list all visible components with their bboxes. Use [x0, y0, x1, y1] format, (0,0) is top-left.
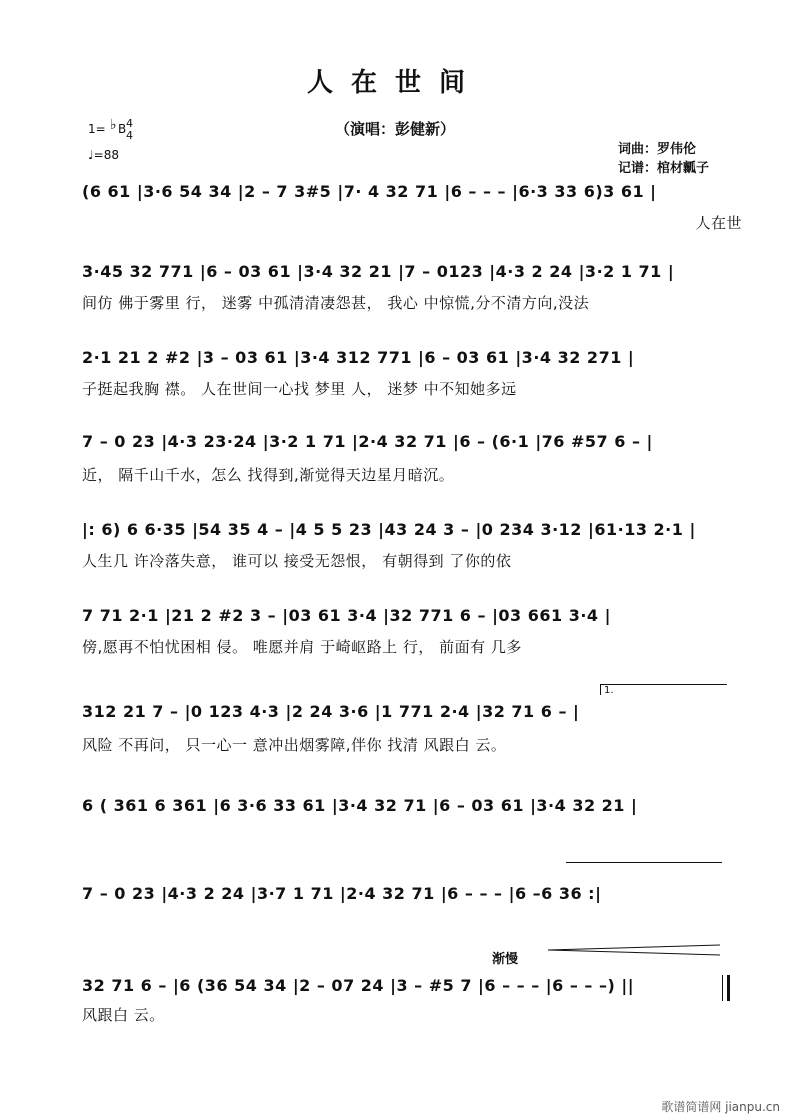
notation-row-10: 32 71 6 – |6 (36 54 34 |2 – 07 24 |3 – #5 7 |6 – – – |6 – – –) || [82, 976, 635, 995]
key-label: 1= [88, 122, 106, 136]
transcriber-credit: 记谱：棺材瓤子 [618, 161, 710, 176]
first-ending-bracket [600, 684, 727, 695]
notation-row-6: 7 71 2·1 |21 2 #2 3 – |03 61 3·4 |32 771 6 – |03 661 3·4 | [82, 606, 611, 625]
time-signature [126, 118, 133, 142]
decrescendo-hairpin-icon [548, 944, 720, 956]
volta-label: 1. [604, 685, 614, 696]
time-top: 4 [126, 117, 133, 130]
key-note: B [118, 122, 127, 136]
lyric-row-6: 傍,愿再不怕忧困相 侵。 唯愿并肩 于崎岖路上 行， 前面有 几多 [82, 638, 522, 656]
site-watermark: 歌谱简谱网 jianpu.cn [661, 1100, 780, 1114]
lyric-row-10: 风跟白 云。 [82, 1006, 165, 1024]
notation-row-9: 7 – 0 23 |4·3 2 24 |3·7 1 71 |2·4 32 71 |6 – – – |6 –6 36 :| [82, 884, 602, 903]
lyric-row-2: 间仿 佛于雾里 行， 迷雾 中孤清清凄怨甚， 我心 中惊慌,分不清方向,没法 [82, 294, 590, 312]
time-bottom: 4 [126, 129, 133, 142]
second-line-bracket [566, 862, 722, 873]
song-title: 人在世间 [306, 68, 483, 98]
ritardando-mark: 渐慢 [492, 952, 519, 967]
notation-row-5: |: 6) 6 6·35 |54 35 4 – |4 5 5 23 |43 24 3 – |0 234 3·12 |61·13 2·1 | [82, 520, 696, 539]
lyric-row-5: 人生几 许冷落失意， 谁可以 接受无怨恨， 有朝得到 了你的依 [82, 552, 512, 570]
lyrics-music-credit: 词曲：罗伟伦 [618, 142, 697, 157]
notation-row-8: 6 ( 361 6 361 |6 3·6 33 61 |3·4 32 71 |6 – 03 61 |3·4 32 21 | [82, 796, 638, 815]
final-barline [722, 975, 730, 1001]
notation-row-4: 7 – 0 23 |4·3 23·24 |3·2 1 71 |2·4 32 71 |6 – (6·1 |76 #57 6 – | [82, 432, 653, 451]
singer-credit: （演唱：彭健新） [334, 120, 455, 138]
lyric-row-4: 近， 隔千山千水，怎么 找得到,渐觉得天边星月暗沉。 [82, 466, 455, 484]
lyric-row-7: 风险 不再问， 只一心一 意冲出烟雾障,伴你 找清 风跟白 云。 [82, 736, 507, 754]
lyric-row-3: 子挺起我胸 襟。 人在世间一心找 梦里 人， 迷梦 中不知她多远 [82, 380, 517, 398]
tempo-marking: ♩=88 [88, 148, 119, 162]
key-signature [88, 117, 133, 142]
lyric-row-1: 人在世 [695, 214, 742, 232]
notation-row-1: (6 61 |3·6 54 34 |2 – 7 3#5 |7· 4 32 71 |6 – – – |6·3 33 6)3 61 | [82, 182, 657, 201]
notation-row-7: 312 21 7 – |0 123 4·3 |2 24 3·6 |1 771 2·4 |32 71 6 – | [82, 702, 580, 721]
notation-row-2: 3·45 32 771 |6 – 03 61 |3·4 32 21 |7 – 0123 |4·3 2 24 |3·2 1 71 | [82, 262, 675, 281]
flat-sign-icon: ♭ [110, 117, 117, 133]
notation-row-3: 2·1 21 2 #2 |3 – 03 61 |3·4 312 771 |6 – 03 61 |3·4 32 271 | [82, 348, 635, 367]
